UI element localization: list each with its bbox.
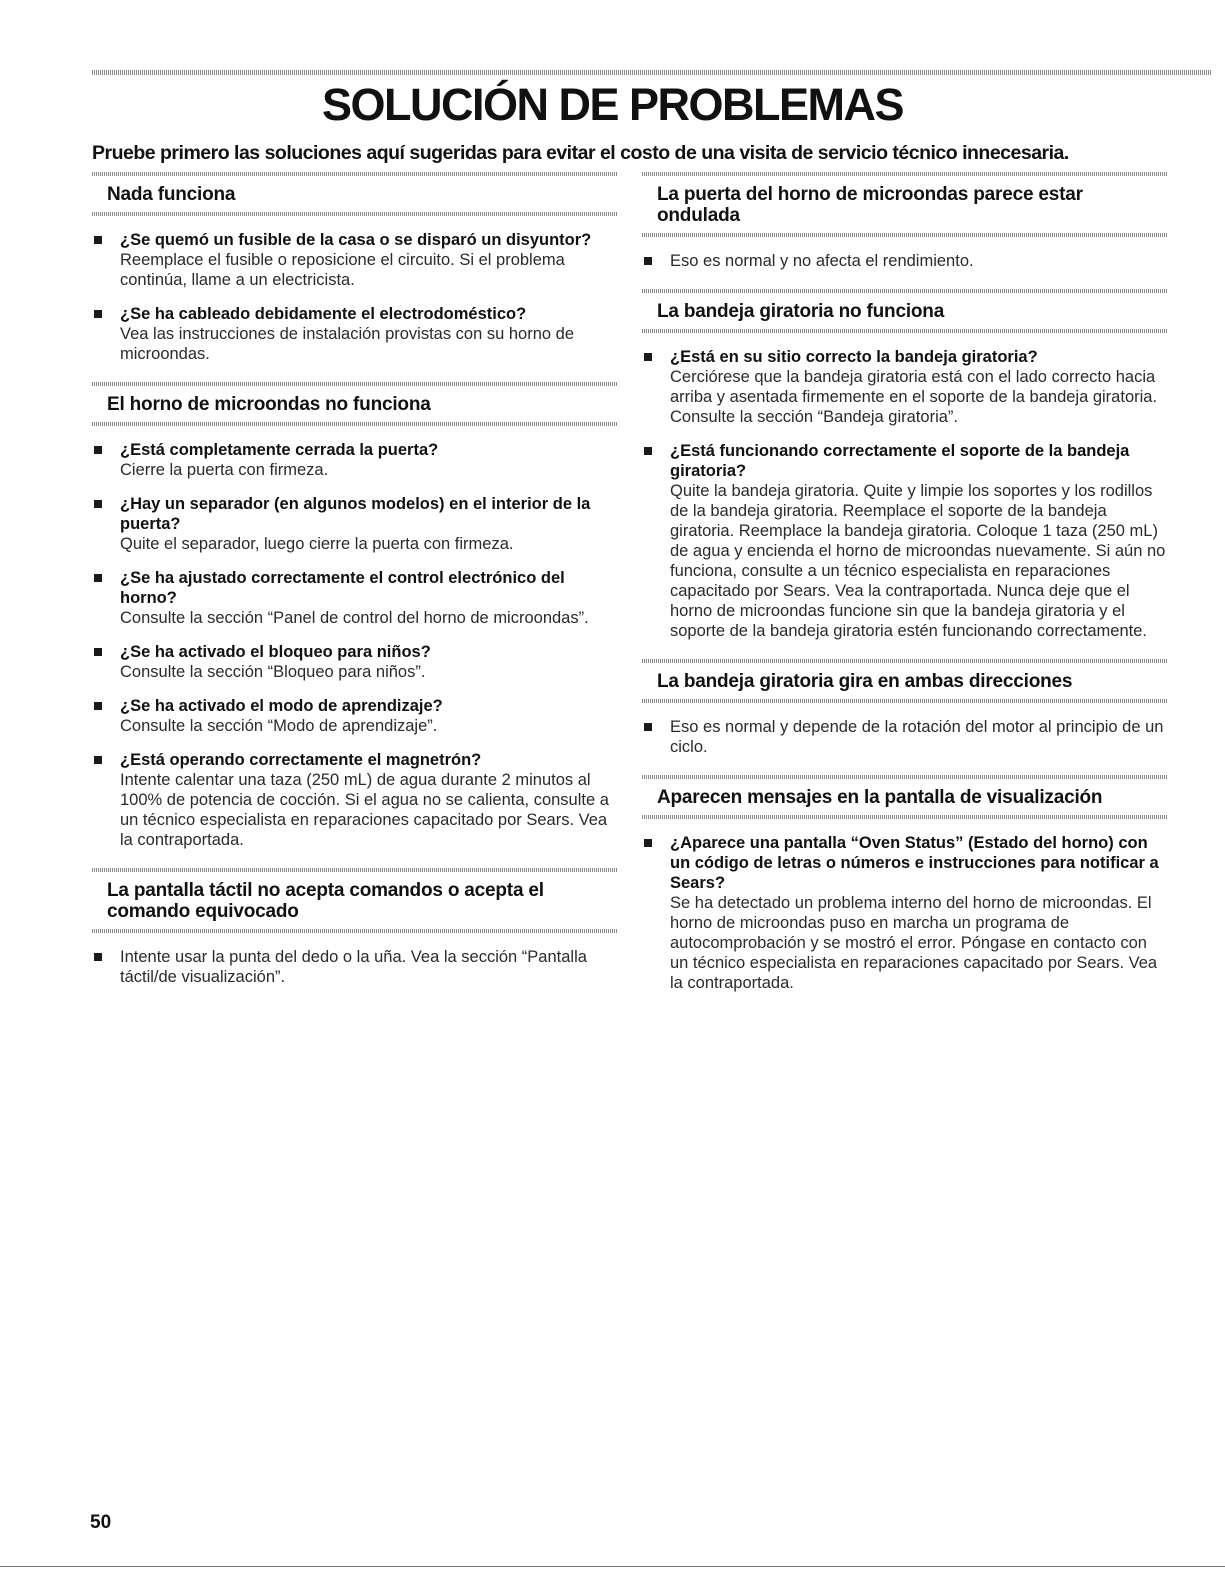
answer: Quite la bandeja giratoria. Quite y limpie los soportes y los rodillos de la bandeja giratoria. Reemplace el soporte de la bandeja giratoria. Reemplace la bandeja giratoria. Coloque 1 taza (250 mL) de agua y encienda el horno de microondas nuevamente. Si aún no funciona, consulte a un técnico especialista en reparaciones capacitado por Sears. Vea la contraportada. Nunca deje que el horno de microondas funcione sin que la bandeja giratoria y el soporte de la bandeja giratoria estén funcionando correctamente.	[670, 482, 1166, 640]
troubleshooting-section	[92, 172, 617, 364]
list-item	[92, 230, 617, 290]
answer: Vea las instrucciones de instalación provistas con su horno de microondas.	[120, 325, 575, 363]
list-item	[92, 642, 617, 682]
top-rule	[92, 70, 1212, 75]
answer: Eso es normal y depende de la rotación del motor al principio de un ciclo.	[670, 718, 1164, 756]
page-number: 50	[90, 1512, 112, 1533]
section-rule-bottom	[92, 212, 617, 216]
list-item	[92, 304, 617, 364]
question: ¿Se quemó un fusible de la casa o se disparó un disyuntor?	[120, 231, 592, 249]
answer: Cierre la puerta con firmeza.	[120, 461, 329, 479]
list-item	[642, 251, 1167, 271]
item-list	[642, 251, 1167, 271]
answer: Intente calentar una taza (250 mL) de agua durante 2 minutos al 100% de potencia de cocción. Si el agua no se calienta, consulte a un técnico especialista en reparaciones capacitado por Sears. Vea la contraportada.	[120, 771, 609, 849]
troubleshooting-section	[92, 364, 617, 850]
item-list	[92, 947, 617, 987]
answer: Consulte la sección “Modo de aprendizaje”.	[120, 717, 438, 735]
item-list	[92, 440, 617, 850]
section-gap	[92, 850, 617, 868]
question: ¿Está operando correctamente el magnetrón?	[120, 751, 482, 769]
page-subtitle: Pruebe primero las soluciones aquí sugeridas para evitar el costo de una visita de servicio técnico innecesaria.	[92, 142, 1069, 164]
answer: Consulte la sección “Panel de control del horno de microondas”.	[120, 609, 589, 627]
troubleshooting-section	[92, 850, 617, 987]
section-rule-bottom	[642, 233, 1167, 237]
section-gap	[642, 271, 1167, 289]
list-item	[92, 750, 617, 850]
item-list	[92, 230, 617, 364]
list-item	[92, 696, 617, 736]
list-item	[642, 717, 1167, 757]
item-list	[642, 833, 1167, 993]
list-item	[642, 441, 1167, 641]
section-title: La pantalla táctil no acepta comandos o acepta el comando equivocado	[107, 880, 544, 922]
section-rule-bottom	[92, 422, 617, 426]
list-item	[642, 833, 1167, 993]
question: ¿Está en su sitio correcto la bandeja giratoria?	[670, 348, 1038, 366]
section-rule-bottom	[642, 815, 1167, 819]
left-column	[92, 172, 617, 987]
bottom-rule	[0, 1566, 1225, 1567]
item-list	[642, 717, 1167, 757]
troubleshooting-section	[642, 757, 1167, 993]
list-item	[92, 440, 617, 480]
troubleshooting-section	[642, 172, 1167, 271]
section-gap	[642, 641, 1167, 659]
answer: Intente usar la punta del dedo o la uña. Vea la sección “Pantalla táctil/de visualización”.	[120, 948, 587, 986]
list-item	[642, 347, 1167, 427]
answer: Reemplace el fusible o reposicione el circuito. Si el problema continúa, llame a un electricista.	[120, 251, 565, 289]
right-column	[642, 172, 1167, 993]
question: ¿Está completamente cerrada la puerta?	[120, 441, 439, 459]
section-rule-bottom	[642, 329, 1167, 333]
section-title: El horno de microondas no funciona	[107, 394, 431, 415]
section-title: La bandeja giratoria gira en ambas direcciones	[657, 671, 1073, 692]
question: ¿Está funcionando correctamente el soporte de la bandeja giratoria?	[670, 442, 1130, 480]
section-rule-bottom	[92, 929, 617, 933]
section-rule-bottom	[642, 699, 1167, 703]
question: ¿Hay un separador (en algunos modelos) en el interior de la puerta?	[120, 495, 591, 533]
item-list	[642, 347, 1167, 641]
list-item	[92, 568, 617, 628]
troubleshooting-section	[642, 641, 1167, 757]
answer: Se ha detectado un problema interno del horno de microondas. El horno de microondas puso en marcha un programa de autocomprobación y se mostró el error. Póngase en contacto con un técnico especialista en reparaciones capacitado por Sears. Vea la contraportada.	[670, 894, 1158, 992]
question: ¿Se ha cableado debidamente el electrodoméstico?	[120, 305, 527, 323]
troubleshooting-section	[642, 271, 1167, 641]
section-title: La puerta del horno de microondas parece estar ondulada	[657, 184, 1083, 226]
list-item	[92, 947, 617, 987]
question: ¿Se ha activado el modo de aprendizaje?	[120, 697, 443, 715]
question: ¿Aparece una pantalla “Oven Status” (Estado del horno) con un código de letras o números e instrucciones para notificar a Sears?	[670, 834, 1159, 892]
answer: Eso es normal y no afecta el rendimiento.	[670, 252, 974, 270]
answer: Cerciórese que la bandeja giratoria está con el lado correcto hacia arriba y asentada firmemente en el soporte de la bandeja giratoria. Consulte la sección “Bandeja giratoria”.	[670, 368, 1158, 426]
section-title: La bandeja giratoria no funciona	[657, 301, 945, 322]
section-gap	[642, 757, 1167, 775]
page-title: SOLUCIÓN DE PROBLEMAS	[321, 79, 904, 130]
section-gap	[92, 364, 617, 382]
question: ¿Se ha activado el bloqueo para niños?	[120, 643, 431, 661]
section-title: Aparecen mensajes en la pantalla de visualización	[657, 787, 1103, 808]
section-title: Nada funciona	[107, 184, 236, 205]
answer: Consulte la sección “Bloqueo para niños”.	[120, 663, 426, 681]
answer: Quite el separador, luego cierre la puerta con firmeza.	[120, 535, 514, 553]
list-item	[92, 494, 617, 554]
question: ¿Se ha ajustado correctamente el control electrónico del horno?	[120, 569, 565, 607]
